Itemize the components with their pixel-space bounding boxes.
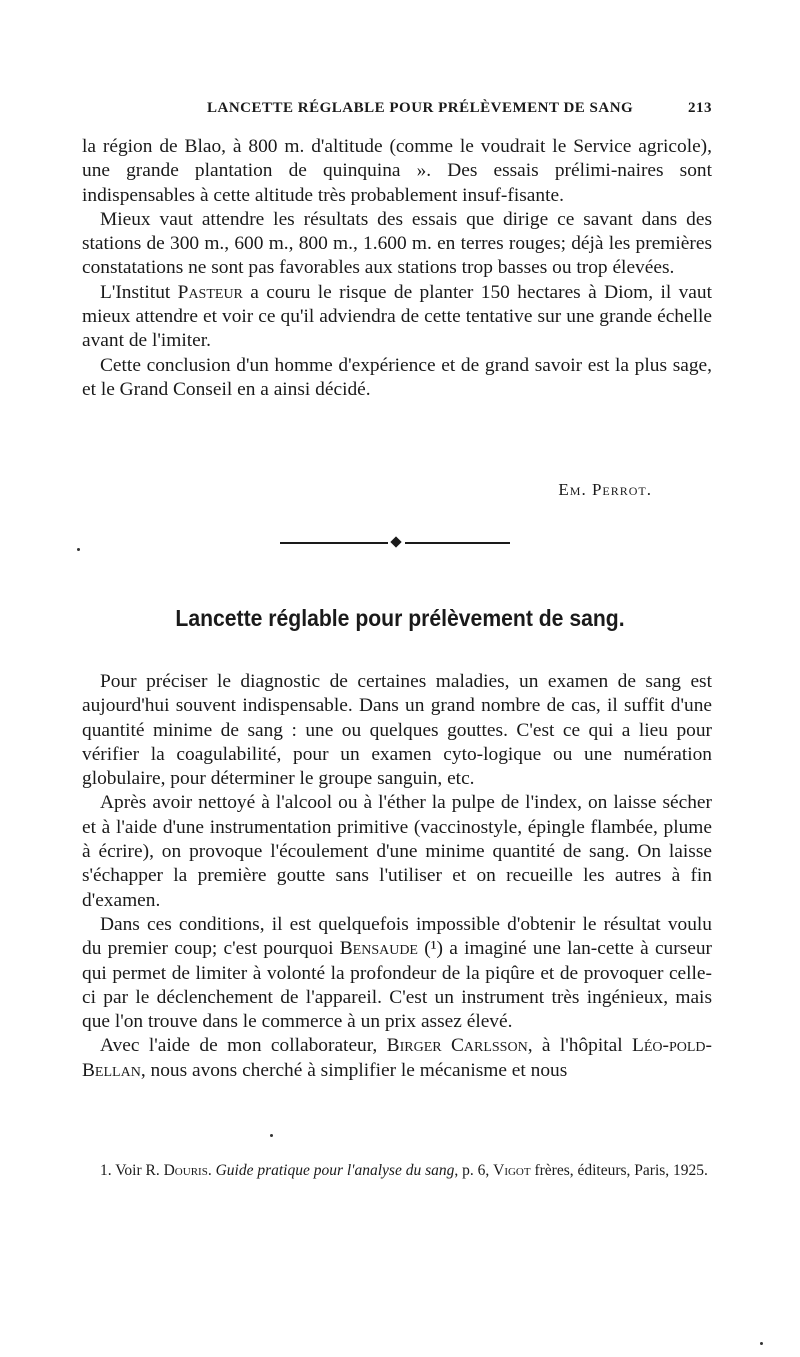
section-separator [280,542,510,544]
previous-article-ending [82,135,712,402]
print-speck [270,1134,273,1137]
footnote-book-title: Guide pratique pour l'analyse du sang [215,1162,455,1179]
paragraph: Cette conclusion d'un homme d'expérience et de grand savoir est la plus sage, et le Grand Conseil en a ainsi décidé. [82,354,712,400]
footnote-reference: (¹) [417,938,443,960]
hospital-name: Léo-pold-Bellan [82,1035,712,1081]
paragraph: Mieux vaut attendre les résultats des essais que dirige ce savant dans des stations de 300 m., 600 m., 800 m., 1.600 m. en terres rouges; déjà les premières constatations ne sont pas favorables aux stations trop basses ou trop élevées. [82,208,712,279]
paragraph: Pour préciser le diagnostic de certaines maladies, un examen de sang est aujourd'hui souvent indispensable. Dans un grand nombre de cas, il suffit d'une quantité minime de sang : une ou quelques gouttes. C'est ce qui a lieu pour vérifier la coagulabilité, pour un examen cyto-logique ou une numération globulaire, pour déterminer le groupe sanguin, etc. [82,671,712,790]
paragraph: Après avoir nettoyé à l'alcool ou à l'éther la pulpe de l'index, on laisse sécher et à l'aide d'une instrumentation primitive (vaccinostyle, épingle flambée, plume à écrire), on provoque l'écoulement d'une minime quantité de sang. On laisse s'échapper la première goutte sans l'utiliser et on recueille les autres à fin d'examen. [82,792,712,911]
separator-line [280,542,388,544]
person-name: Bensaude [339,938,418,960]
footnote-author: Douris [163,1162,208,1179]
diamond-ornament-icon [390,536,401,547]
print-speck [760,1342,763,1345]
footnote: 1. Voir R. Douris. Guide pratique pour l'analyse du sang, p. 6, Vigot frères, éditeurs, Paris, 1925. [100,1162,708,1179]
person-name: Birger Carlsson [386,1035,528,1057]
paragraph: Avec l'aide de mon collaborateur, Birger Carlsson, à l'hôpital Léo-pold-Bellan, nous avons cherché à simplifier le mécanisme et nous [82,1035,712,1081]
print-speck [77,548,80,551]
article-body [82,670,712,1083]
paragraph: L'Institut Pasteur a couru le risque de planter 150 hectares à Diom, il vaut mieux attendre et voir ce qu'il adviendra de cette tentative sur une grande échelle avant de l'imiter. [82,281,712,352]
article-title: Lancette réglable pour prélèvement de sang. [175,605,625,631]
separator-line [405,542,510,544]
author-signature: Em. Perrot. [558,480,652,499]
institution-name: Pasteur [177,281,243,303]
footnote-publisher: Vigot [493,1162,531,1179]
paragraph: la région de Blao, à 800 m. d'altitude (comme le voudrait le Service agricole), une grande plantation de quinquina ». Des essais prélimi-naires sont indispensables à cette altitude très probablement insuf-fisante. [82,136,712,206]
running-title: LANCETTE RÉGLABLE POUR PRÉLÈVEMENT DE SANG [207,100,634,116]
paragraph: Dans ces conditions, il est quelquefois impossible d'obtenir le résultat voulu du premier coup; c'est pourquoi Bensaude (¹) a imaginé une lan-cette à curseur qui permet de limiter à volonté la profondeur de la piqûre et de provoquer celle-ci par le déclenchement de l'appareil. C'est un instrument très ingénieux, mais que l'on trouve dans le commerce à un prix assez élevé. [82,913,713,1033]
page-number: 213 [688,100,712,116]
